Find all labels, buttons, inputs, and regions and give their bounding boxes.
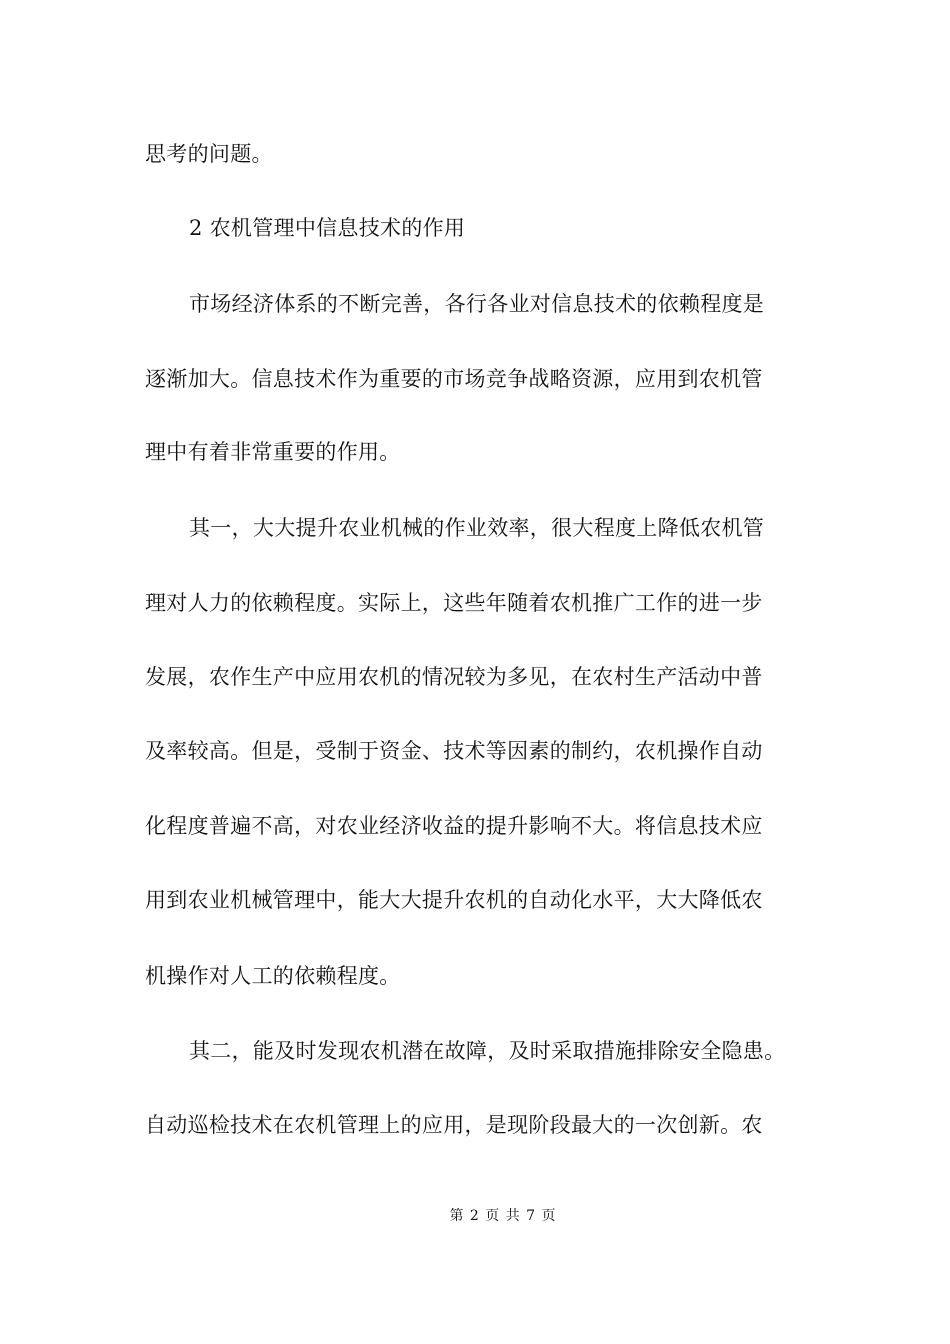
text-line: 及率较高。但是，受制于资金、技术等因素的制约，农机操作自动 <box>145 739 763 763</box>
text-line: 理中有着非常重要的作用。 <box>145 440 401 464</box>
text-line: 理对人力的依赖程度。实际上，这些年随着农机推广工作的进一步 <box>145 591 763 615</box>
text-line: 其二，能及时发现农机潜在故障，及时采取措施排除安全隐患。 <box>189 1039 786 1063</box>
text-line: 其一，大大提升农业机械的作业效率，很大程度上降低农机管 <box>189 516 765 540</box>
text-line: 用到农业机械管理中，能大大提升农机的自动化水平，大大降低农 <box>145 888 763 912</box>
text-line: 市场经济体系的不断完善，各行各业对信息技术的依赖程度是 <box>189 292 765 316</box>
text-line: 思考的问题。 <box>145 142 273 166</box>
text-line: 发展，农作生产中应用农机的情况较为多见，在农村生产活动中普 <box>145 665 763 689</box>
text-line: 机操作对人工的依赖程度。 <box>145 964 401 988</box>
section-heading: 2 农机管理中信息技术的作用 <box>189 216 466 240</box>
text-line: 自动巡检技术在农机管理上的应用，是现阶段最大的一次创新。农 <box>145 1113 763 1137</box>
text-line: 逐渐加大。信息技术作为重要的市场竞争战略资源，应用到农机管 <box>145 367 763 391</box>
page-number: 第 2 页 共 7 页 <box>449 1208 557 1224</box>
text-line: 化程度普遍不高，对农业经济收益的提升影响不大。将信息技术应 <box>145 814 763 838</box>
